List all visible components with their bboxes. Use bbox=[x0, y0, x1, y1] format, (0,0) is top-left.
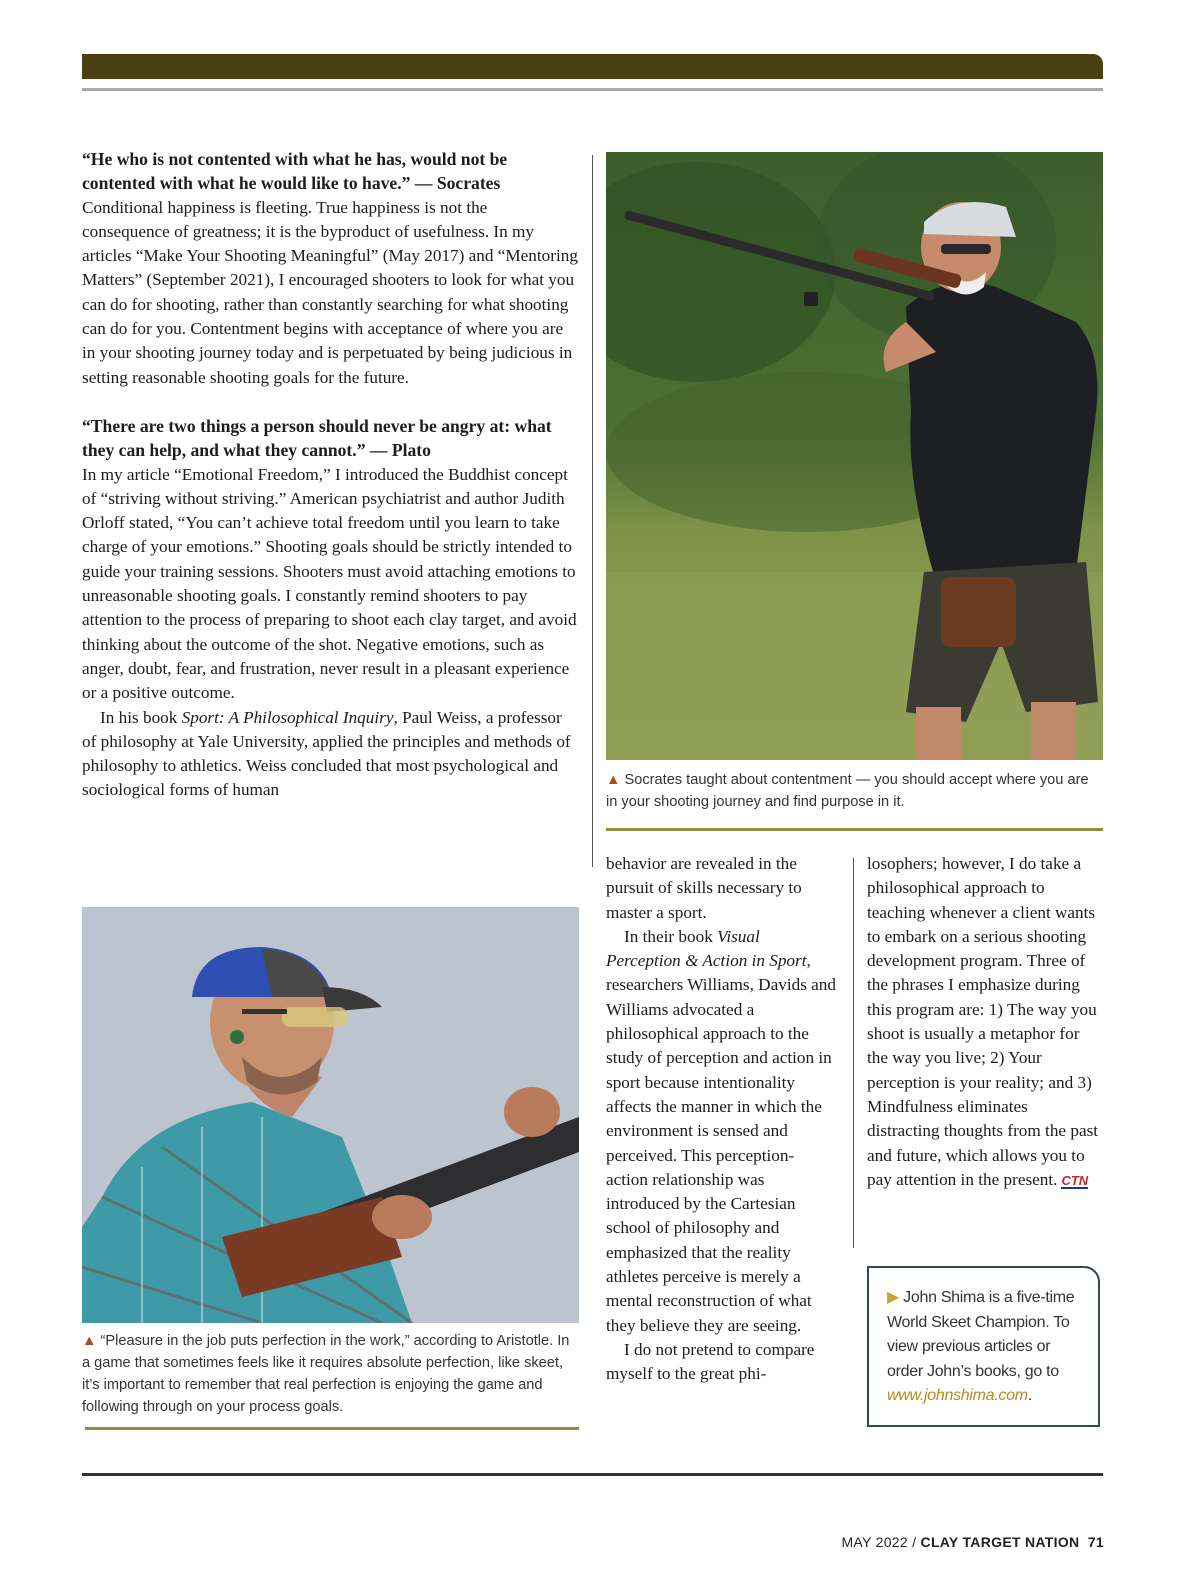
bio-text: John Shima is a five-time World Skeet Champion. To view previous articles or order John’s books, go to bbox=[887, 1289, 1075, 1380]
book-title-visual-perception: Visual Perception & Action in Sport bbox=[606, 926, 807, 971]
left-column bbox=[82, 147, 578, 803]
photo-young-shooter bbox=[82, 907, 579, 1323]
magazine-name: CLAY TARGET NATION bbox=[920, 1534, 1080, 1550]
footer-rule bbox=[82, 1473, 1103, 1476]
page-footer: MAY 2022 / CLAY TARGET NATION 71 bbox=[841, 1534, 1104, 1550]
column-divider-bottom bbox=[853, 858, 854, 1248]
caption-triangle-icon: ▲ bbox=[606, 772, 621, 788]
caption-top-photo: ▲ Socrates taught about contentment — you should accept where you are in your shooting journey and find purpose in it. bbox=[606, 772, 1089, 810]
right-column bbox=[867, 852, 1103, 1192]
plato-quote: “There are two things a person should never be angry at: what they can help, and what they cannot.” — Plato bbox=[82, 415, 552, 461]
column-divider-top bbox=[592, 155, 593, 867]
caption-rule-bottom bbox=[85, 1427, 579, 1430]
middle-column bbox=[606, 852, 836, 1387]
bio-arrow-icon: ▶ bbox=[887, 1289, 900, 1306]
header-bar bbox=[82, 54, 1103, 79]
page-number: 71 bbox=[1087, 1534, 1104, 1550]
paragraph-emotional-freedom: In my article “Emotional Freedom,” I introduced the Buddhist concept of “striving without striving.” American psychiatrist and author Judith Orloff stated, “You can’t achieve total freedom until you learn to take charge of your emotions.” Shooting goals should be strictly intended to guide your training sessions. Shooters must avoid attaching emotions to unreasonable shooting goals. I constantly remind shooters to pay attention to the process of preparing to shoot each clay target, and avoid thinking about the outcome of the shot. Negative emotions, such as anger, doubt, fear, and frustration, never result in a pleasant experience or a positive outcome. bbox=[82, 464, 577, 703]
paragraph-contentment: Conditional happiness is fleeting. True happiness is not the consequence of greatness; it is the byproduct of usefulness. In my articles “Make Your Shooting Meaningful” (May 2017) and “Mentoring Matters” (September 2021), I encouraged shooters to look for what you can do for shooting, rather than constantly searching for what shooting can do for you. Contentment begins with acceptance of where you are in your shooting journey today and is perpetuated by being judicious in setting reasonable shooting goals for the future. bbox=[82, 197, 578, 387]
author-website-link[interactable]: www.johnshima.com bbox=[887, 1387, 1028, 1404]
paragraph-compare: I do not pretend to compare myself to the great phi- bbox=[606, 1339, 815, 1384]
paragraph-behavior: behavior are revealed in the pursuit of skills necessary to master a sport. bbox=[606, 854, 802, 922]
header-rule bbox=[82, 88, 1103, 91]
paragraph-weiss: In his book Sport: A Philosophical Inquiry, Paul Weiss, a professor of philosophy at Yale University, applied the principles and methods of philosophy to athletics. Weiss concluded that most psychological and sociological forms of human bbox=[82, 707, 571, 800]
paragraph-philosophers: losophers; however, I do take a philosophical approach to teaching whenever a client wants to embark on a serious shooting development program. Three of the phrases I emphasize during this program are: 1) The way you shoot is usually a metaphor for the way you live; 2) Your perception is your reality; and 3) Mindfulness eliminates distracting thoughts from the past and future, which allows you to pay attention in the present. CTN bbox=[867, 854, 1099, 1189]
ctn-end-mark: CTN bbox=[1061, 1172, 1089, 1188]
caption-rule-top bbox=[606, 828, 1103, 831]
caption-bottom-photo: ▲ “Pleasure in the job puts perfection in the work,” according to Aristotle. In a game that sometimes feels like it requires absolute perfection, like skeet, it’s important to remember that real perfection is enjoying the game and following through on your process goals. bbox=[82, 1333, 570, 1415]
book-title-sport: Sport: A Philosophical Inquiry bbox=[181, 707, 394, 727]
paragraph-visual-perception: In their book Visual Perception & Action in Sport, researchers Williams, Davids and Williams advocated a philosophical approach to the study of perception and action in sport because intentionality affects the manner in which the environment is sensed and perceived. This perception-action relationship was introduced by the Cartesian school of philosophy and emphasized that the reality athletes perceive is merely a mental reconstruction of what they believe they are seeing. bbox=[606, 926, 836, 1335]
author-bio-box: ▶ John Shima is a five-time World Skeet Champion. To view previous articles or order John’s books, go to www.johnshima.com. bbox=[867, 1266, 1100, 1427]
caption-triangle-icon: ▲ bbox=[82, 1333, 97, 1349]
socrates-quote: “He who is not contented with what he has, would not be contented with what he would like to have.” — Socrates bbox=[82, 149, 508, 194]
photo-older-shooter bbox=[606, 152, 1103, 760]
